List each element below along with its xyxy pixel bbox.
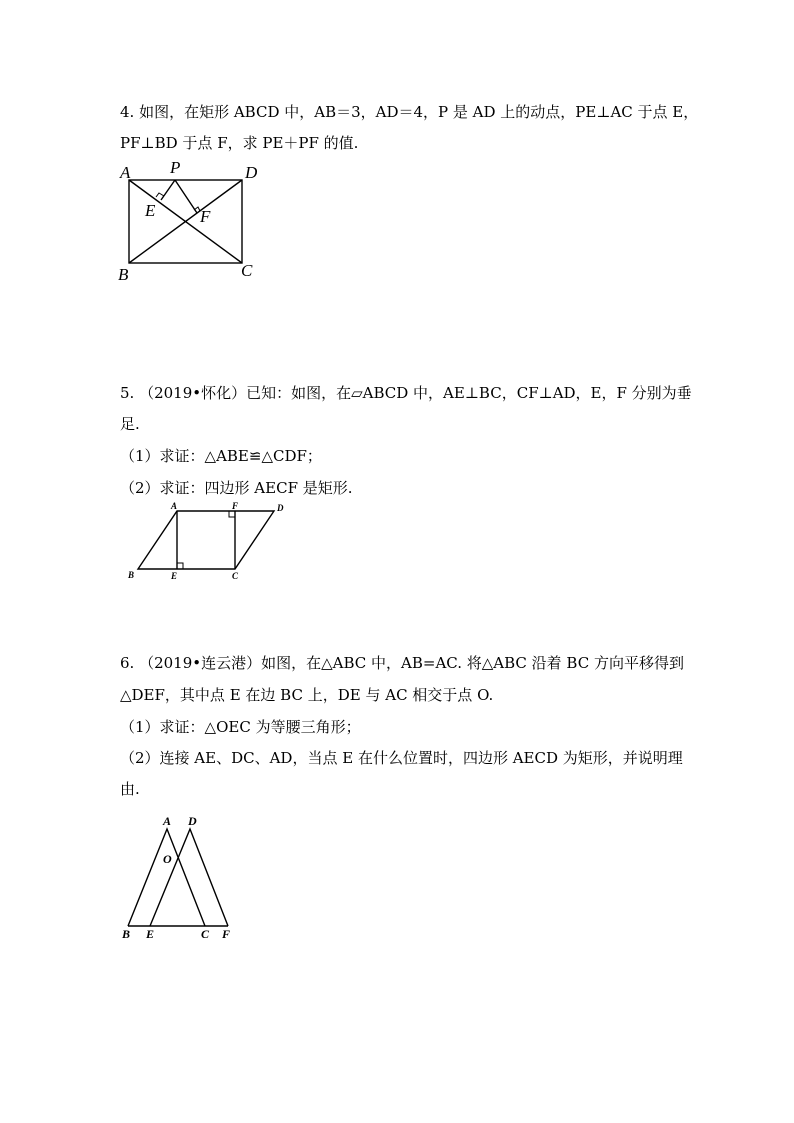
label-o: O [163, 852, 172, 866]
label-b: B [122, 927, 131, 941]
parallelogram-figure [122, 498, 302, 588]
right-angle-e [177, 563, 183, 569]
parallelogram-abcd [138, 511, 274, 569]
label-f: F [222, 927, 231, 941]
right-angle-f [229, 511, 235, 517]
label-c: C [241, 261, 253, 280]
label-c: C [232, 571, 239, 581]
label-e: E [146, 927, 155, 941]
problem-6-line-1: 6. （2019•连云港）如图，在△ABC 中，AB=AC. 将△ABC 沿着 BC 方向平移得到 [120, 654, 684, 672]
triangle-abc [128, 829, 205, 926]
label-f: F [232, 501, 239, 511]
label-d: D [277, 503, 284, 513]
problem-5-question-1: （1）求证：△ABE≌△CDF； [120, 447, 322, 465]
label-b: B [128, 570, 135, 580]
problem-5-line-1: 5. （2019•怀化）已知：如图，在▱ABCD 中，AE⊥BC，CF⊥AD，E，F 分别为垂 [120, 384, 692, 402]
rectangle-figure [112, 156, 272, 286]
segment-pe [161, 180, 175, 200]
problem-4-line-2: PF⊥BD 于点 F，求 PE＋PF 的值. [120, 134, 359, 152]
label-d: D [188, 814, 197, 828]
label-a: A [171, 501, 178, 511]
problem-6-question-2-cont: 由. [120, 780, 140, 798]
problem-6-question-1: （1）求证：△OEC 为等腰三角形； [120, 718, 361, 736]
label-f: F [200, 207, 211, 226]
problem-4-line-1: 4. 如图，在矩形 ABCD 中，AB＝3，AD＝4，P 是 AD 上的动点，PE⊥AC 于点 E， [120, 103, 699, 121]
segment-pf [175, 180, 197, 213]
label-d: D [245, 163, 258, 182]
label-e: E [171, 571, 178, 581]
problem-6-question-2: （2）连接 AE、DC、AD，当点 E 在什么位置时，四边形 AECD 为矩形，并说明理 [120, 749, 683, 767]
triangles-figure [112, 808, 252, 948]
label-c: C [201, 927, 210, 941]
label-e: E [145, 201, 156, 220]
problem-5-question-2: （2）求证：四边形 AECF 是矩形. [120, 479, 353, 497]
label-a: A [163, 814, 172, 828]
problem-6-line-2: △DEF，其中点 E 在边 BC 上，DE 与 AC 相交于点 O. [120, 686, 494, 704]
label-a: A [120, 163, 131, 182]
label-b: B [118, 265, 129, 284]
problem-5-line-2: 足. [120, 415, 140, 433]
label-p: P [170, 158, 181, 177]
